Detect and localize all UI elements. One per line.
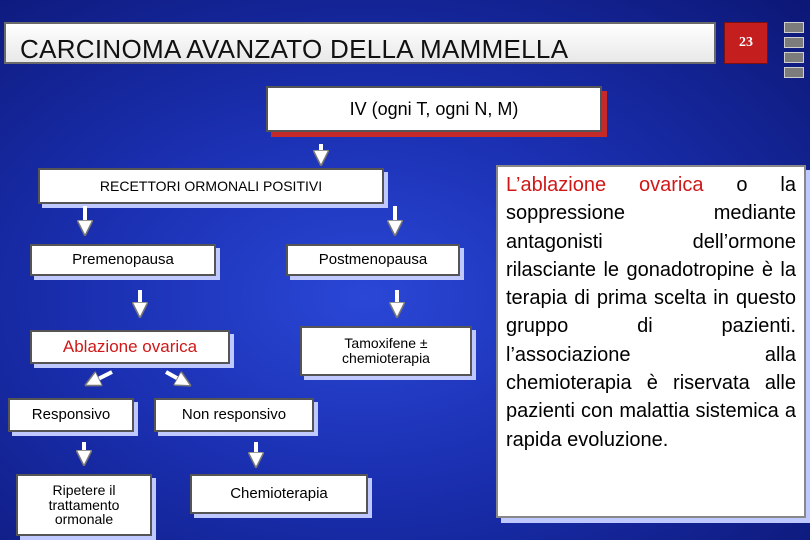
repeat-label-line1: Ripetere il	[52, 481, 116, 498]
slide-number: 23	[739, 35, 753, 50]
ovarian-ablation-label: Ablazione ovarica	[62, 337, 198, 357]
description-text: o la soppressione mediante antagonisti dell’ormone rilasciante le gonadotropine è la terapia di prima scelta in questo gruppo di pazienti. l’associazione alla chemioterapia è riservata alle pazienti con malattia sistemica a rapida evoluzione.	[506, 174, 796, 451]
slide-title: CARCINOMA AVANZATO DELLA MAMMELLA	[20, 34, 569, 64]
tamoxifen-label-line1: Tamoxifene ±	[344, 335, 428, 352]
receptors-label: RECETTORI ORMONALI POSITIVI	[99, 177, 323, 194]
postmenopause-label: Postmenopausa	[318, 251, 428, 269]
non-responsive-label: Non responsivo	[181, 406, 287, 424]
tamoxifen-label-line2: chemioterapia	[342, 350, 430, 366]
chemotherapy-label: Chemioterapia	[230, 485, 328, 503]
responsive-label: Responsivo	[31, 406, 111, 424]
repeat-label-line2: trattamento	[48, 496, 120, 513]
premenopause-label: Premenopausa	[72, 251, 174, 269]
description-highlight: L’ablazione ovarica	[506, 174, 704, 196]
arrow-ablation-to-responsive	[92, 372, 112, 382]
stage-label: IV (ogni T, ogni N, M)	[349, 98, 519, 119]
repeat-label-line3: ormonale	[54, 511, 114, 528]
arrow-ablation-to-nonresponsive	[166, 372, 184, 382]
